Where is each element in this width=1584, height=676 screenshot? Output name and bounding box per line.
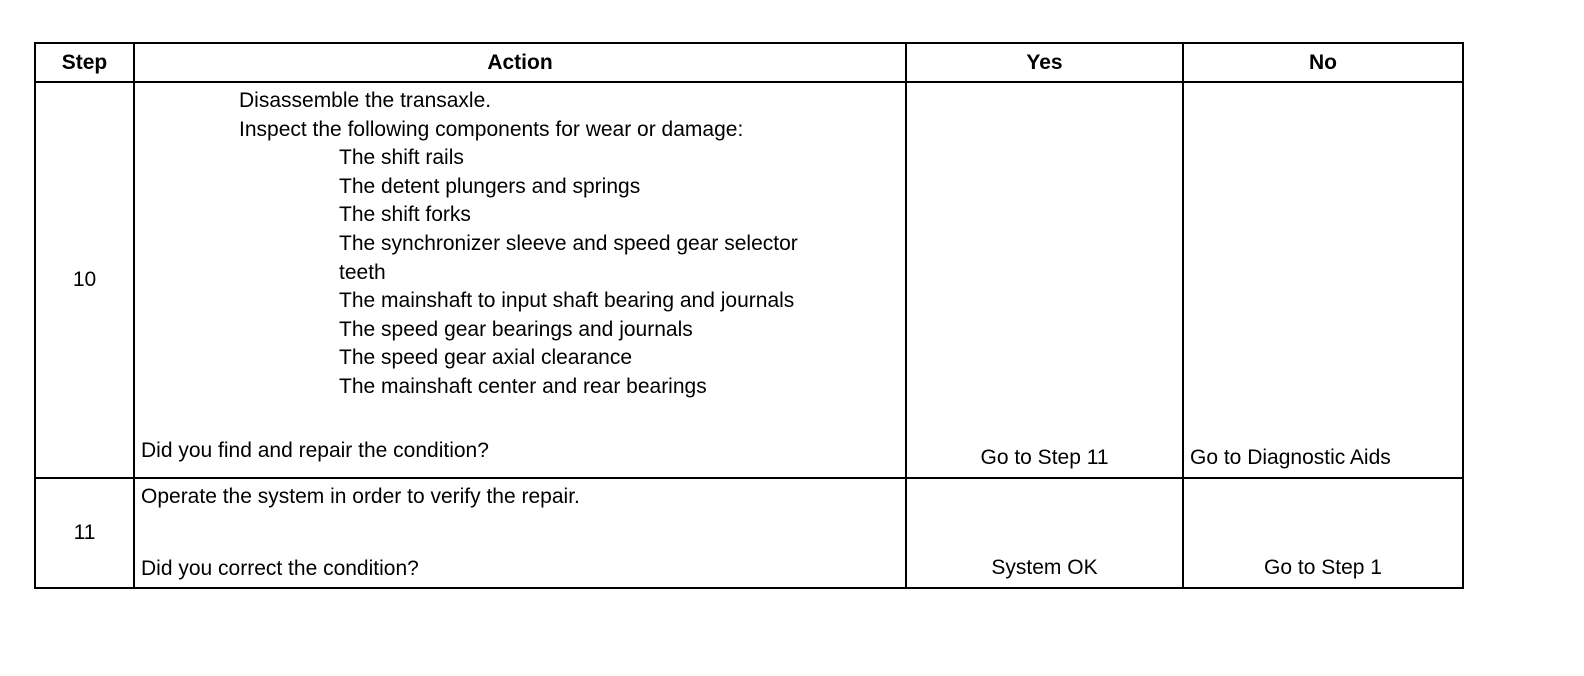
table-row-step-10 bbox=[35, 82, 1463, 478]
component-item: The mainshaft to input shaft bearing and journals bbox=[339, 289, 795, 313]
header-no: No bbox=[1183, 43, 1463, 82]
component-item: teeth bbox=[339, 260, 386, 284]
component-item: The speed gear axial clearance bbox=[339, 346, 633, 370]
header-step: Step bbox=[35, 43, 134, 82]
no-result: Go to Diagnostic Aids bbox=[1183, 82, 1463, 478]
action-instruction: Disassemble the transaxle. bbox=[239, 89, 492, 112]
component-item: The synchronizer sleeve and speed gear selector bbox=[339, 231, 798, 255]
component-item: The shift forks bbox=[339, 203, 471, 227]
diagnostic-table bbox=[34, 42, 1464, 589]
table-row-step-11 bbox=[35, 478, 1463, 588]
component-item: The mainshaft center and rear bearings bbox=[339, 374, 707, 398]
component-item: The detent plungers and springs bbox=[339, 174, 641, 198]
yes-result: System OK bbox=[906, 478, 1183, 588]
no-result: Go to Step 1 bbox=[1183, 478, 1463, 588]
action-cell bbox=[134, 82, 906, 478]
header-yes: Yes bbox=[906, 43, 1183, 82]
action-cell bbox=[134, 478, 906, 588]
action-question: Did you find and repair the condition? bbox=[141, 438, 489, 462]
action-question: Did you correct the condition? bbox=[141, 556, 419, 580]
header-action: Action bbox=[134, 43, 906, 82]
step-number: 11 bbox=[35, 478, 134, 588]
component-item: The speed gear bearings and journals bbox=[339, 317, 693, 341]
yes-result: Go to Step 11 bbox=[906, 82, 1183, 478]
component-list bbox=[141, 144, 901, 401]
component-item: The shift rails bbox=[339, 146, 464, 170]
action-instruction: Operate the system in order to verify the repair. bbox=[141, 485, 580, 508]
action-instruction: Inspect the following components for wear or damage: bbox=[239, 117, 744, 141]
header-row bbox=[35, 43, 1463, 82]
step-number: 10 bbox=[35, 82, 134, 478]
